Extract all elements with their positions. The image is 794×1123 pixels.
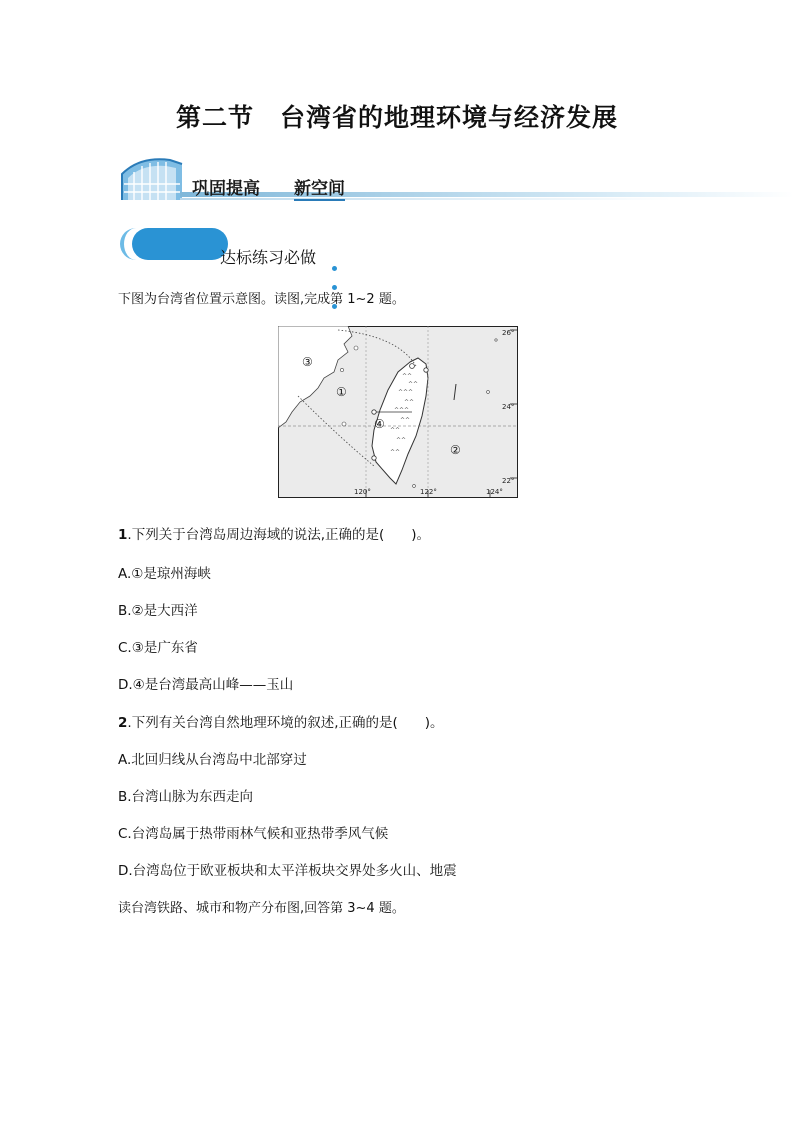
lat-label-22: 22° bbox=[502, 477, 515, 485]
question-2-option-a: A.北回归线从台湾岛中北部穿过 bbox=[118, 752, 307, 768]
region-label-1: ① bbox=[336, 385, 347, 399]
region-label-2: ② bbox=[450, 443, 461, 457]
section-banner bbox=[120, 154, 794, 202]
svg-text:^^: ^^ bbox=[402, 373, 413, 380]
question-1-option-d: D.④是台湾最高山峰——玉山 bbox=[118, 677, 294, 693]
banner-label-consolidate: 巩固提高 bbox=[192, 179, 260, 199]
page-title bbox=[0, 98, 794, 134]
question-1-stem: 1.下列关于台湾岛周边海域的说法,正确的是( )。 bbox=[118, 527, 431, 543]
svg-text:^^^: ^^^ bbox=[394, 407, 410, 414]
question-1-option-c: C.③是广东省 bbox=[118, 640, 198, 656]
taiwan-location-map bbox=[278, 326, 518, 498]
banner-bar bbox=[180, 192, 794, 197]
svg-text:^^: ^^ bbox=[400, 417, 411, 424]
section-title: 台湾省的地理环境与经济发展 bbox=[280, 103, 619, 132]
svg-text:^^: ^^ bbox=[396, 437, 407, 444]
svg-text:^^: ^^ bbox=[390, 449, 401, 456]
svg-text:^^: ^^ bbox=[404, 399, 415, 406]
intro-text-2: 读台湾铁路、城市和物产分布图,回答第 3~4 题。 bbox=[118, 901, 405, 916]
question-1-option-a: A.①是琼州海峡 bbox=[118, 566, 211, 582]
question-2-option-b: B.台湾山脉为东西走向 bbox=[118, 789, 254, 805]
question-2-stem: 2.下列有关台湾自然地理环境的叙述,正确的是( )。 bbox=[118, 715, 444, 731]
region-label-4: ④ bbox=[374, 417, 385, 431]
svg-text:^^: ^^ bbox=[390, 427, 401, 434]
question-1-option-b: B.②是大西洋 bbox=[118, 603, 198, 619]
banner-underline bbox=[180, 198, 794, 200]
region-label-3: ③ bbox=[302, 355, 313, 369]
svg-text:^^: ^^ bbox=[408, 381, 419, 388]
practice-label: 达标练习必做 bbox=[220, 248, 317, 267]
question-2-option-c: C.台湾岛属于热带雨林气候和亚热带季风气候 bbox=[118, 826, 389, 842]
lon-label-122: 122° bbox=[420, 488, 437, 496]
svg-text:^^^: ^^^ bbox=[398, 389, 414, 396]
section-pill bbox=[132, 228, 228, 260]
lon-label-120: 120° bbox=[354, 488, 371, 496]
banner-label-new-space: 新空间 bbox=[294, 174, 345, 201]
section-number: 第二节 bbox=[175, 103, 254, 132]
lat-label-24: 24° bbox=[502, 403, 515, 411]
intro-text-1: 下图为台湾省位置示意图。读图,完成第 1~2 题。 bbox=[118, 292, 405, 307]
lon-label-124: 124° bbox=[486, 488, 503, 496]
lat-label-26: 26° bbox=[502, 329, 515, 337]
question-2-option-d: D.台湾岛位于欧亚板块和太平洋板块交界处多火山、地震 bbox=[118, 863, 457, 879]
